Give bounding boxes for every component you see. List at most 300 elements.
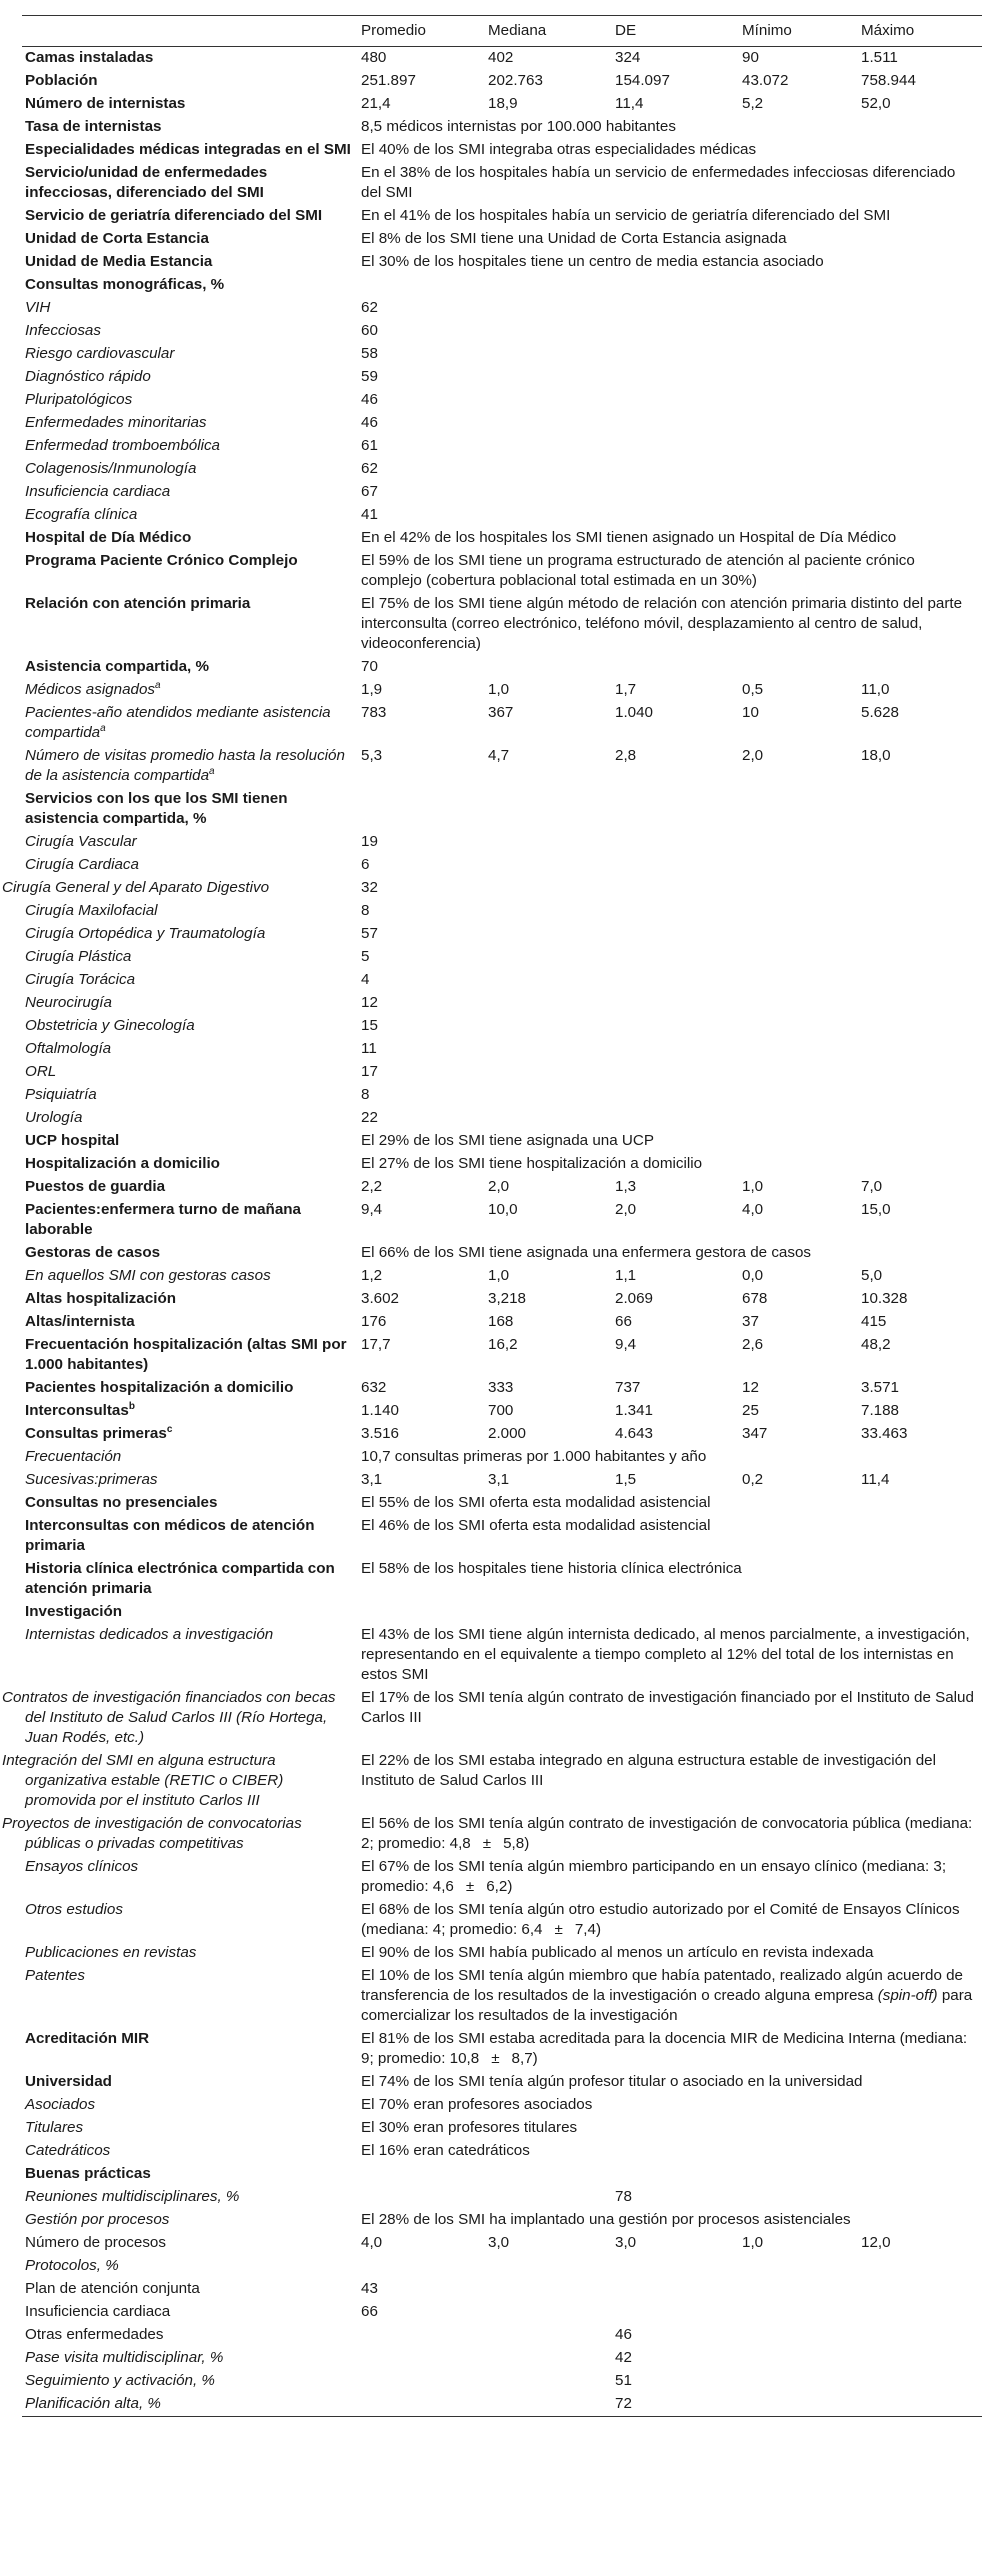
table-row xyxy=(22,527,982,550)
value-cell: 0,5 xyxy=(742,681,764,698)
empty-cell xyxy=(612,923,739,946)
table-row xyxy=(22,47,982,71)
table-row xyxy=(22,435,982,458)
description-text: 6,2) xyxy=(486,1878,513,1895)
value-cell: 18,9 xyxy=(488,95,518,112)
footnote-marker: a xyxy=(100,722,106,734)
value-cell: 32 xyxy=(361,879,378,896)
empty-cell xyxy=(485,481,612,504)
row-label xyxy=(22,1084,358,1107)
row-label xyxy=(22,1061,358,1084)
row-label-text: Cirugía Plástica xyxy=(25,948,132,965)
row-label xyxy=(22,593,358,656)
table-header xyxy=(22,16,982,47)
empty-cell xyxy=(485,1107,612,1130)
row-label-text: Seguimiento y activación, % xyxy=(25,2372,215,2389)
row-label-text: Altas/internista xyxy=(25,1313,135,1330)
empty-cell xyxy=(612,504,739,527)
row-label-text: Frecuentación xyxy=(25,1448,122,1465)
row-label xyxy=(22,1130,358,1153)
value-cell: 43 xyxy=(361,2280,378,2297)
empty-cell xyxy=(485,1061,612,1084)
value-cell: 37 xyxy=(742,1313,759,1330)
table-row xyxy=(22,274,982,297)
empty-cell xyxy=(485,2324,612,2347)
table-row xyxy=(22,1687,982,1750)
empty-cell xyxy=(358,2393,485,2417)
table-row xyxy=(22,923,982,946)
value-cell: 4.643 xyxy=(615,1425,654,1442)
value-cell: 42 xyxy=(615,2349,632,2366)
row-label xyxy=(22,366,358,389)
value-cell: 46 xyxy=(361,414,378,431)
value-cell: 5.628 xyxy=(861,704,900,721)
empty-cell xyxy=(858,2255,982,2278)
row-label xyxy=(22,1153,358,1176)
description-text: para comercializar los resultados de la investigación xyxy=(361,1987,973,2024)
row-label xyxy=(22,679,358,702)
plus-minus-symbol: ± xyxy=(465,1878,475,1895)
value-cell: 22 xyxy=(361,1109,378,1126)
value-cell: 154.097 xyxy=(615,72,670,89)
row-label xyxy=(22,1624,358,1687)
table-row xyxy=(22,1334,982,1377)
description-text: 8,7) xyxy=(511,2050,538,2067)
value-cell: 0,0 xyxy=(742,1267,764,1284)
empty-cell xyxy=(739,1061,858,1084)
value-cell: 1,9 xyxy=(361,681,383,698)
row-label xyxy=(22,2094,358,2117)
empty-cell xyxy=(485,1038,612,1061)
empty-cell xyxy=(739,343,858,366)
footnote-marker: b xyxy=(128,1400,135,1412)
table-row xyxy=(22,1311,982,1334)
row-label-text: Número de procesos xyxy=(25,2234,166,2251)
description-cell: El 90% de los SMI había publicado al menos un artículo en revista indexada xyxy=(361,1944,874,1961)
empty-cell xyxy=(358,2255,485,2278)
value-cell: 51 xyxy=(615,2372,632,2389)
value-cell: 5,2 xyxy=(742,95,764,112)
row-label xyxy=(22,2370,358,2393)
row-label xyxy=(22,550,358,593)
value-cell: 176 xyxy=(361,1313,387,1330)
plus-minus-symbol: ± xyxy=(491,2050,500,2067)
empty-cell xyxy=(485,831,612,854)
table-row xyxy=(22,297,982,320)
row-label xyxy=(22,1199,358,1242)
table-row xyxy=(22,1400,982,1423)
value-cell: 4,0 xyxy=(361,2234,383,2251)
empty-cell xyxy=(485,2393,612,2417)
value-cell: 1,0 xyxy=(488,1267,510,1284)
table-row xyxy=(22,251,982,274)
value-cell: 1.140 xyxy=(361,1402,400,1419)
row-label xyxy=(22,1242,358,1265)
description-cell: El 58% de los hospitales tiene historia clínica electrónica xyxy=(361,1560,742,1577)
row-label xyxy=(22,992,358,1015)
empty-cell xyxy=(739,504,858,527)
row-label-text: Enfermedades minoritarias xyxy=(25,414,207,431)
table-row xyxy=(22,2324,982,2347)
row-label xyxy=(22,458,358,481)
value-cell: 2,0 xyxy=(742,747,764,764)
row-label-text: Catedráticos xyxy=(25,2142,111,2159)
row-label xyxy=(22,2301,358,2324)
table-row xyxy=(22,162,982,205)
value-cell: 90 xyxy=(742,49,759,66)
plus-minus-symbol: ± xyxy=(482,1835,492,1852)
table-row xyxy=(22,788,982,831)
table-row xyxy=(22,366,982,389)
empty-cell xyxy=(858,2393,982,2417)
value-cell: 5,0 xyxy=(861,1267,883,1284)
empty-cell xyxy=(612,992,739,1015)
row-label xyxy=(22,2209,358,2232)
table-row xyxy=(22,412,982,435)
table-row xyxy=(22,1423,982,1446)
value-cell: 48,2 xyxy=(861,1336,891,1353)
empty-cell xyxy=(739,831,858,854)
value-cell: 8 xyxy=(361,1086,370,1103)
table-row xyxy=(22,1038,982,1061)
row-label xyxy=(22,70,358,93)
description-cell: El 43% de los SMI tiene algún internista dedicado, al menos parcialmente, a investigación, representando en el equivalente a tiempo completo al 12% del total de los internistas en estos SMI xyxy=(361,1626,970,1683)
empty-cell xyxy=(612,2301,739,2324)
empty-cell xyxy=(485,366,612,389)
value-cell: 1.511 xyxy=(861,49,898,66)
description-cell: El 40% de los SMI integraba otras especialidades médicas xyxy=(361,141,757,158)
row-label-text: Otros estudios xyxy=(25,1901,123,1918)
description-cell xyxy=(358,1965,982,2028)
table-row xyxy=(22,1061,982,1084)
table-row xyxy=(22,1813,982,1856)
row-label xyxy=(2,1813,358,1856)
row-label-text: Pacientes-año atendidos mediante asistencia compartida xyxy=(25,704,331,741)
value-cell: 168 xyxy=(488,1313,514,1330)
row-label xyxy=(22,93,358,116)
description-cell: El 29% de los SMI tiene asignada una UCP xyxy=(361,1132,654,1149)
table-row xyxy=(22,2094,982,2117)
value-cell: 9,4 xyxy=(361,1201,383,1218)
row-label-text: Pacientes:enfermera turno de mañana laborable xyxy=(25,1201,302,1238)
empty-cell xyxy=(858,656,982,679)
empty-cell xyxy=(358,788,485,831)
empty-cell xyxy=(739,481,858,504)
table-row xyxy=(22,2370,982,2393)
empty-cell xyxy=(612,389,739,412)
row-label-text: Publicaciones en revistas xyxy=(25,1944,197,1961)
empty-cell xyxy=(858,788,982,831)
row-label xyxy=(22,854,358,877)
value-cell: 737 xyxy=(615,1379,641,1396)
table-row xyxy=(22,93,982,116)
row-label-text: Plan de atención conjunta xyxy=(25,2280,200,2297)
description-cell: El 28% de los SMI ha implantado una gestión por procesos asistenciales xyxy=(361,2211,851,2228)
empty-cell xyxy=(358,2186,485,2209)
column-header: Promedio xyxy=(361,22,426,39)
row-label xyxy=(22,162,358,205)
empty-cell xyxy=(612,343,739,366)
empty-cell xyxy=(739,274,858,297)
empty-cell xyxy=(485,923,612,946)
row-label xyxy=(22,1446,358,1469)
value-cell: 41 xyxy=(361,506,378,523)
table-row xyxy=(22,2140,982,2163)
empty-cell xyxy=(739,946,858,969)
row-label xyxy=(2,1687,358,1750)
column-header: DE xyxy=(615,22,637,39)
value-cell: 10 xyxy=(742,704,759,721)
row-label-text: Servicios con los que los SMI tienen asistencia compartida, % xyxy=(25,790,288,827)
row-label-text: Hospital de Día Médico xyxy=(25,529,192,546)
value-cell: 70 xyxy=(361,658,378,675)
table-row xyxy=(22,1084,982,1107)
empty-cell xyxy=(858,854,982,877)
value-cell: 480 xyxy=(361,49,387,66)
row-label-text: Neurocirugía xyxy=(25,994,112,1011)
row-label-text: Internistas dedicados a investigación xyxy=(25,1626,274,1643)
row-label-text: Riesgo cardiovascular xyxy=(25,345,175,362)
row-label xyxy=(22,1558,358,1601)
empty-cell xyxy=(858,2324,982,2347)
value-cell: 333 xyxy=(488,1379,514,1396)
empty-cell xyxy=(358,2370,485,2393)
row-label-text: Reuniones multidisciplinares, % xyxy=(25,2188,240,2205)
row-label-text: Colagenosis/Inmunología xyxy=(25,460,197,477)
value-cell: 25 xyxy=(742,1402,759,1419)
value-cell: 402 xyxy=(488,49,514,66)
empty-cell xyxy=(739,2186,858,2209)
empty-cell xyxy=(739,2370,858,2393)
table-row xyxy=(22,139,982,162)
table-row xyxy=(22,228,982,251)
value-cell: 60 xyxy=(361,322,378,339)
empty-cell xyxy=(485,2186,612,2209)
row-label-text: Oftalmología xyxy=(25,1040,112,1057)
empty-cell xyxy=(858,481,982,504)
row-label-text: Pluripatológicos xyxy=(25,391,133,408)
row-label xyxy=(22,389,358,412)
table-row xyxy=(22,1199,982,1242)
empty-cell xyxy=(485,992,612,1015)
row-label xyxy=(22,1288,358,1311)
empty-cell xyxy=(739,366,858,389)
value-cell: 7,0 xyxy=(861,1178,883,1195)
value-cell: 57 xyxy=(361,925,378,942)
table-row xyxy=(22,2028,982,2071)
description-cell xyxy=(358,2028,982,2071)
value-cell: 46 xyxy=(361,391,378,408)
row-label xyxy=(22,2186,358,2209)
row-label xyxy=(22,1492,358,1515)
description-text: El 81% de los SMI estaba acreditada para la docencia MIR de Medicina Interna (mediana: 9; promedio: 10,8 xyxy=(361,2030,968,2067)
value-cell: 6 xyxy=(361,856,370,873)
value-cell: 3.571 xyxy=(861,1379,900,1396)
footnote-marker: a xyxy=(155,679,161,691)
value-cell: 17 xyxy=(361,1063,378,1080)
value-cell: 1.341 xyxy=(615,1402,654,1419)
row-label-text: Número de internistas xyxy=(25,95,186,112)
row-label-text: Relación con atención primaria xyxy=(25,595,251,612)
empty-cell xyxy=(485,2347,612,2370)
value-cell: 1.040 xyxy=(615,704,654,721)
column-header: Mediana xyxy=(488,22,547,39)
description-cell: En el 38% de los hospitales había un servicio de enfermedades infecciosas diferenciado del SMI xyxy=(361,164,956,201)
row-label xyxy=(22,1899,358,1942)
row-label-text: VIH xyxy=(25,299,51,316)
value-cell: 1,5 xyxy=(615,1471,637,1488)
empty-cell xyxy=(612,788,739,831)
plus-minus-symbol: ± xyxy=(554,1921,563,1938)
empty-cell xyxy=(858,2186,982,2209)
empty-cell xyxy=(739,969,858,992)
row-label-text: Protocolos, % xyxy=(25,2257,119,2274)
empty-cell xyxy=(858,1601,982,1624)
row-label-text: Interconsultas con médicos de atención primaria xyxy=(25,1517,315,1554)
value-cell: 7.188 xyxy=(861,1402,900,1419)
table-row xyxy=(22,1558,982,1601)
value-cell: 1,0 xyxy=(742,2234,764,2251)
empty-cell xyxy=(858,2301,982,2324)
empty-cell xyxy=(739,297,858,320)
value-cell: 62 xyxy=(361,299,378,316)
empty-cell xyxy=(612,1015,739,1038)
row-label xyxy=(22,1377,358,1400)
value-cell: 347 xyxy=(742,1425,768,1442)
empty-cell xyxy=(858,969,982,992)
empty-cell xyxy=(739,854,858,877)
row-label-text: Unidad de Corta Estancia xyxy=(25,230,209,247)
row-label xyxy=(22,139,358,162)
value-cell: 8 xyxy=(361,902,370,919)
value-cell: 5,3 xyxy=(361,747,383,764)
table-row xyxy=(22,2393,982,2417)
table-row xyxy=(22,1750,982,1813)
row-label xyxy=(22,2163,358,2186)
table-row xyxy=(22,745,982,788)
empty-cell xyxy=(358,274,485,297)
empty-cell xyxy=(612,2255,739,2278)
table-row xyxy=(22,831,982,854)
row-label xyxy=(22,1176,358,1199)
table-row xyxy=(22,2347,982,2370)
value-cell: 11 xyxy=(361,1040,377,1057)
value-cell: 2.069 xyxy=(615,1290,654,1307)
empty-cell xyxy=(858,2347,982,2370)
empty-cell xyxy=(358,2163,485,2186)
row-label xyxy=(22,435,358,458)
column-header: Mínimo xyxy=(742,22,792,39)
empty-cell xyxy=(485,877,612,900)
empty-cell xyxy=(485,2301,612,2324)
empty-cell xyxy=(739,320,858,343)
description-cell: El 59% de los SMI tiene un programa estructurado de atención al paciente crónico complejo (cobertura poblacional total estimada en un 30%) xyxy=(361,552,915,589)
empty-cell xyxy=(485,343,612,366)
value-cell: 783 xyxy=(361,704,387,721)
row-label-text: Hospitalización a domicilio xyxy=(25,1155,220,1172)
empty-cell xyxy=(739,2324,858,2347)
empty-cell xyxy=(358,1601,485,1624)
empty-cell xyxy=(612,412,739,435)
row-label-text: Obstetricia y Ginecología xyxy=(25,1017,195,1034)
table-row xyxy=(22,116,982,139)
row-label-text: Gestoras de casos xyxy=(25,1244,161,1261)
empty-cell xyxy=(858,1107,982,1130)
row-label xyxy=(22,504,358,527)
empty-cell xyxy=(485,1015,612,1038)
empty-cell xyxy=(858,900,982,923)
empty-cell xyxy=(612,854,739,877)
value-cell: 10.328 xyxy=(861,1290,908,1307)
empty-cell xyxy=(739,1107,858,1130)
row-label xyxy=(22,702,358,745)
row-label-text: Unidad de Media Estancia xyxy=(25,253,213,270)
row-label xyxy=(22,1400,358,1423)
table-row xyxy=(22,2186,982,2209)
table-row xyxy=(22,320,982,343)
value-cell: 632 xyxy=(361,1379,387,1396)
value-cell: 3,218 xyxy=(488,1290,527,1307)
empty-cell xyxy=(485,458,612,481)
table-row xyxy=(22,1469,982,1492)
table-row xyxy=(22,1515,982,1558)
empty-cell xyxy=(739,877,858,900)
row-label-text: Titulares xyxy=(25,2119,84,2136)
row-label xyxy=(22,205,358,228)
empty-cell xyxy=(739,2301,858,2324)
empty-cell xyxy=(485,900,612,923)
value-cell: 12 xyxy=(361,994,378,1011)
description-cell: El 8% de los SMI tiene una Unidad de Corta Estancia asignada xyxy=(361,230,787,247)
table-row xyxy=(22,504,982,527)
empty-cell xyxy=(739,2163,858,2186)
empty-cell xyxy=(485,412,612,435)
value-cell: 415 xyxy=(861,1313,887,1330)
row-label-text: Especialidades médicas integradas en el SMI xyxy=(25,141,351,158)
row-label-text: Investigación xyxy=(25,1603,123,1620)
value-cell: 758.944 xyxy=(861,72,916,89)
empty-cell xyxy=(858,2163,982,2186)
value-cell: 19 xyxy=(361,833,378,850)
value-cell: 1,1 xyxy=(615,1267,637,1284)
empty-cell xyxy=(612,656,739,679)
table-row xyxy=(22,593,982,656)
row-label xyxy=(22,969,358,992)
row-label-text: Patentes xyxy=(25,1967,85,1984)
column-header xyxy=(22,16,358,47)
table-row xyxy=(22,1446,982,1469)
row-label xyxy=(22,745,358,788)
row-label xyxy=(22,2347,358,2370)
table-row xyxy=(22,1288,982,1311)
row-label xyxy=(22,2071,358,2094)
row-label xyxy=(22,343,358,366)
row-label-text: Servicio de geriatría diferenciado del SMI xyxy=(25,207,323,224)
empty-cell xyxy=(739,412,858,435)
empty-cell xyxy=(485,2370,612,2393)
empty-cell xyxy=(612,320,739,343)
row-label xyxy=(22,1311,358,1334)
value-cell: 3,0 xyxy=(488,2234,510,2251)
value-cell: 16,2 xyxy=(488,1336,518,1353)
row-label xyxy=(22,47,358,71)
value-cell: 2.000 xyxy=(488,1425,527,1442)
row-label xyxy=(22,116,358,139)
table-row xyxy=(22,679,982,702)
value-cell: 61 xyxy=(361,437,378,454)
row-label-text: Universidad xyxy=(25,2073,112,2090)
row-label-text: Buenas prácticas xyxy=(25,2165,151,2182)
